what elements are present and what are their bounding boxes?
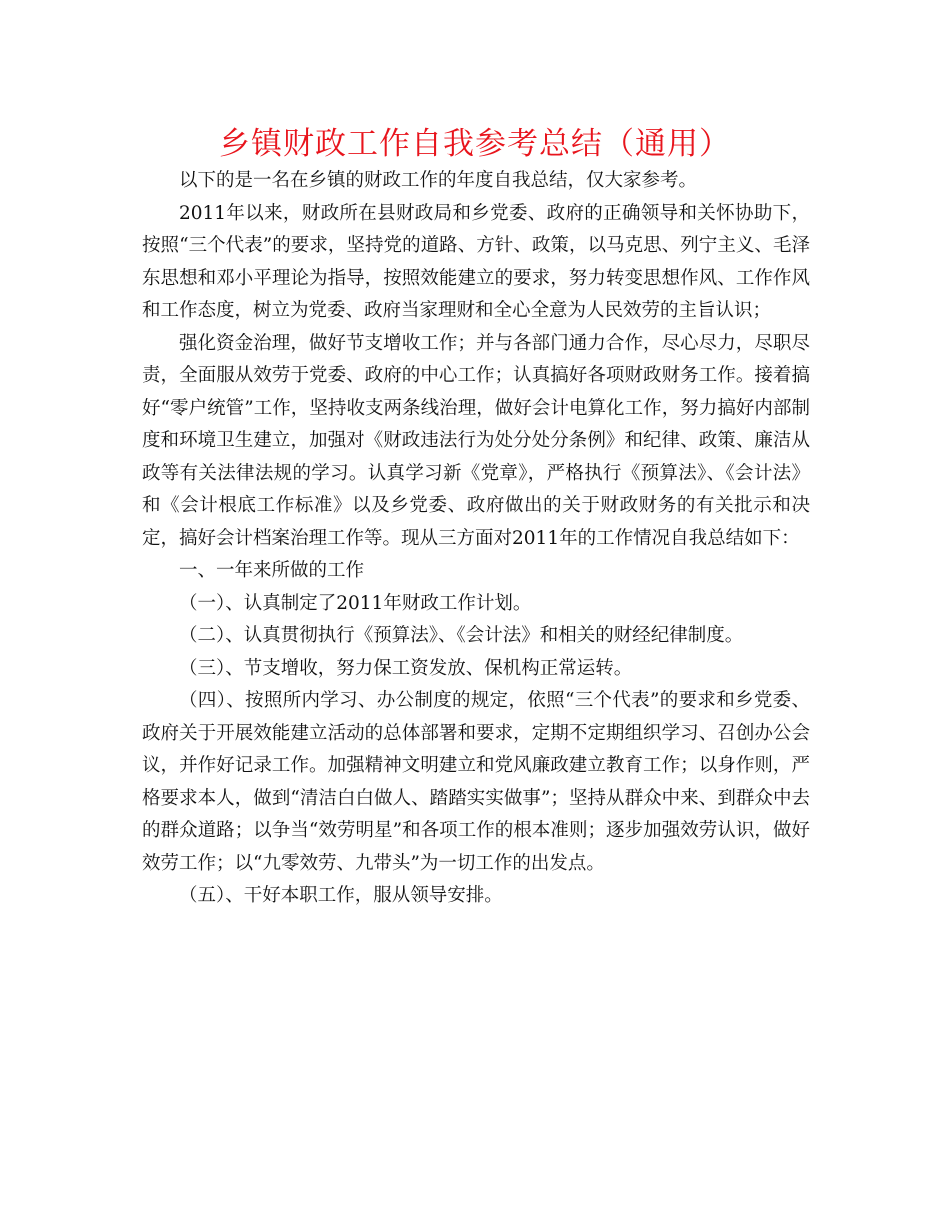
section-heading-work-done: 一、一年来所做的工作 [179, 560, 365, 581]
list-item-1: （一）、认真制定了2011年财政工作计划。 [179, 592, 532, 614]
list-item-2: （二）、认真贯彻执行《预算法》、《会计法》和相关的财经纪律制度。 [179, 625, 744, 646]
paragraph-funds-management: 强化资金治理，做好节支增收工作；并与各部门通力合作，尽心尽力，尽职尽责，全面服从效劳于党委、政府的中心工作；认真搞好各项财政财务工作。接着搞好“零户统管”工作，坚持收支两条线治理，做好会计电算化工作，努力搞好内部制度和环境卫生建立，加强对《财政违法行为处分处分条例》和纪律、政策、廉洁从政等有关法律法规的学习。认真学习新《党章》，严格执行《预算法》、《会计法》和《会计根底工作标准》以及乡党委、政府做出的关于财政财务的有关批示和决定，搞好会计档案治理工作等。现从三方面对2011年的工作情况自我总结如下： [142, 332, 810, 549]
list-item-4: （四）、按照所内学习、办公制度的规定，依照“三个代表”的要求和乡党委、政府关于开展效能建立活动的总体部署和要求，定期不定期组织学习、召创办公会议，并作好记录工作。加强精神文明建立和党风廉政建立教育工作；以身作则，严格要求本人，做到“清洁白白做人、踏踏实实做事”；坚持从群众中来、到群众中去的群众道路；以争当“效劳明星”和各项工作的根本准则；逐步加强效劳认识，做好效劳工作；以“九零效劳、九带头”为一切工作的出发点。 [142, 690, 810, 874]
document-title: 乡镇财政工作自我参考总结（通用） [219, 126, 731, 162]
list-item-5: （五）、干好本职工作，服从领导安排。 [179, 885, 503, 906]
document-body [142, 165, 810, 913]
list-item-3: （三）、节支增收，努力保工资发放、保机构正常运转。 [179, 657, 633, 679]
paragraph-intro: 以下的是一名在乡镇的财政工作的年度自我总结，仅大家参考。 [179, 170, 698, 191]
paragraph-overview: 2011年以来，财政所在县财政局和乡党委、政府的正确领导和关怀协助下，按照“三个代表”的要求，坚持党的道路、方针、政策，以马克思、列宁主义、毛泽东思想和邓小平理论为指导，按照效能建立的要求，努力转变思想作风、工作作风和工作态度，树立为党委、政府当家理财和全心全意为人民效劳的主旨认识； [142, 202, 810, 321]
